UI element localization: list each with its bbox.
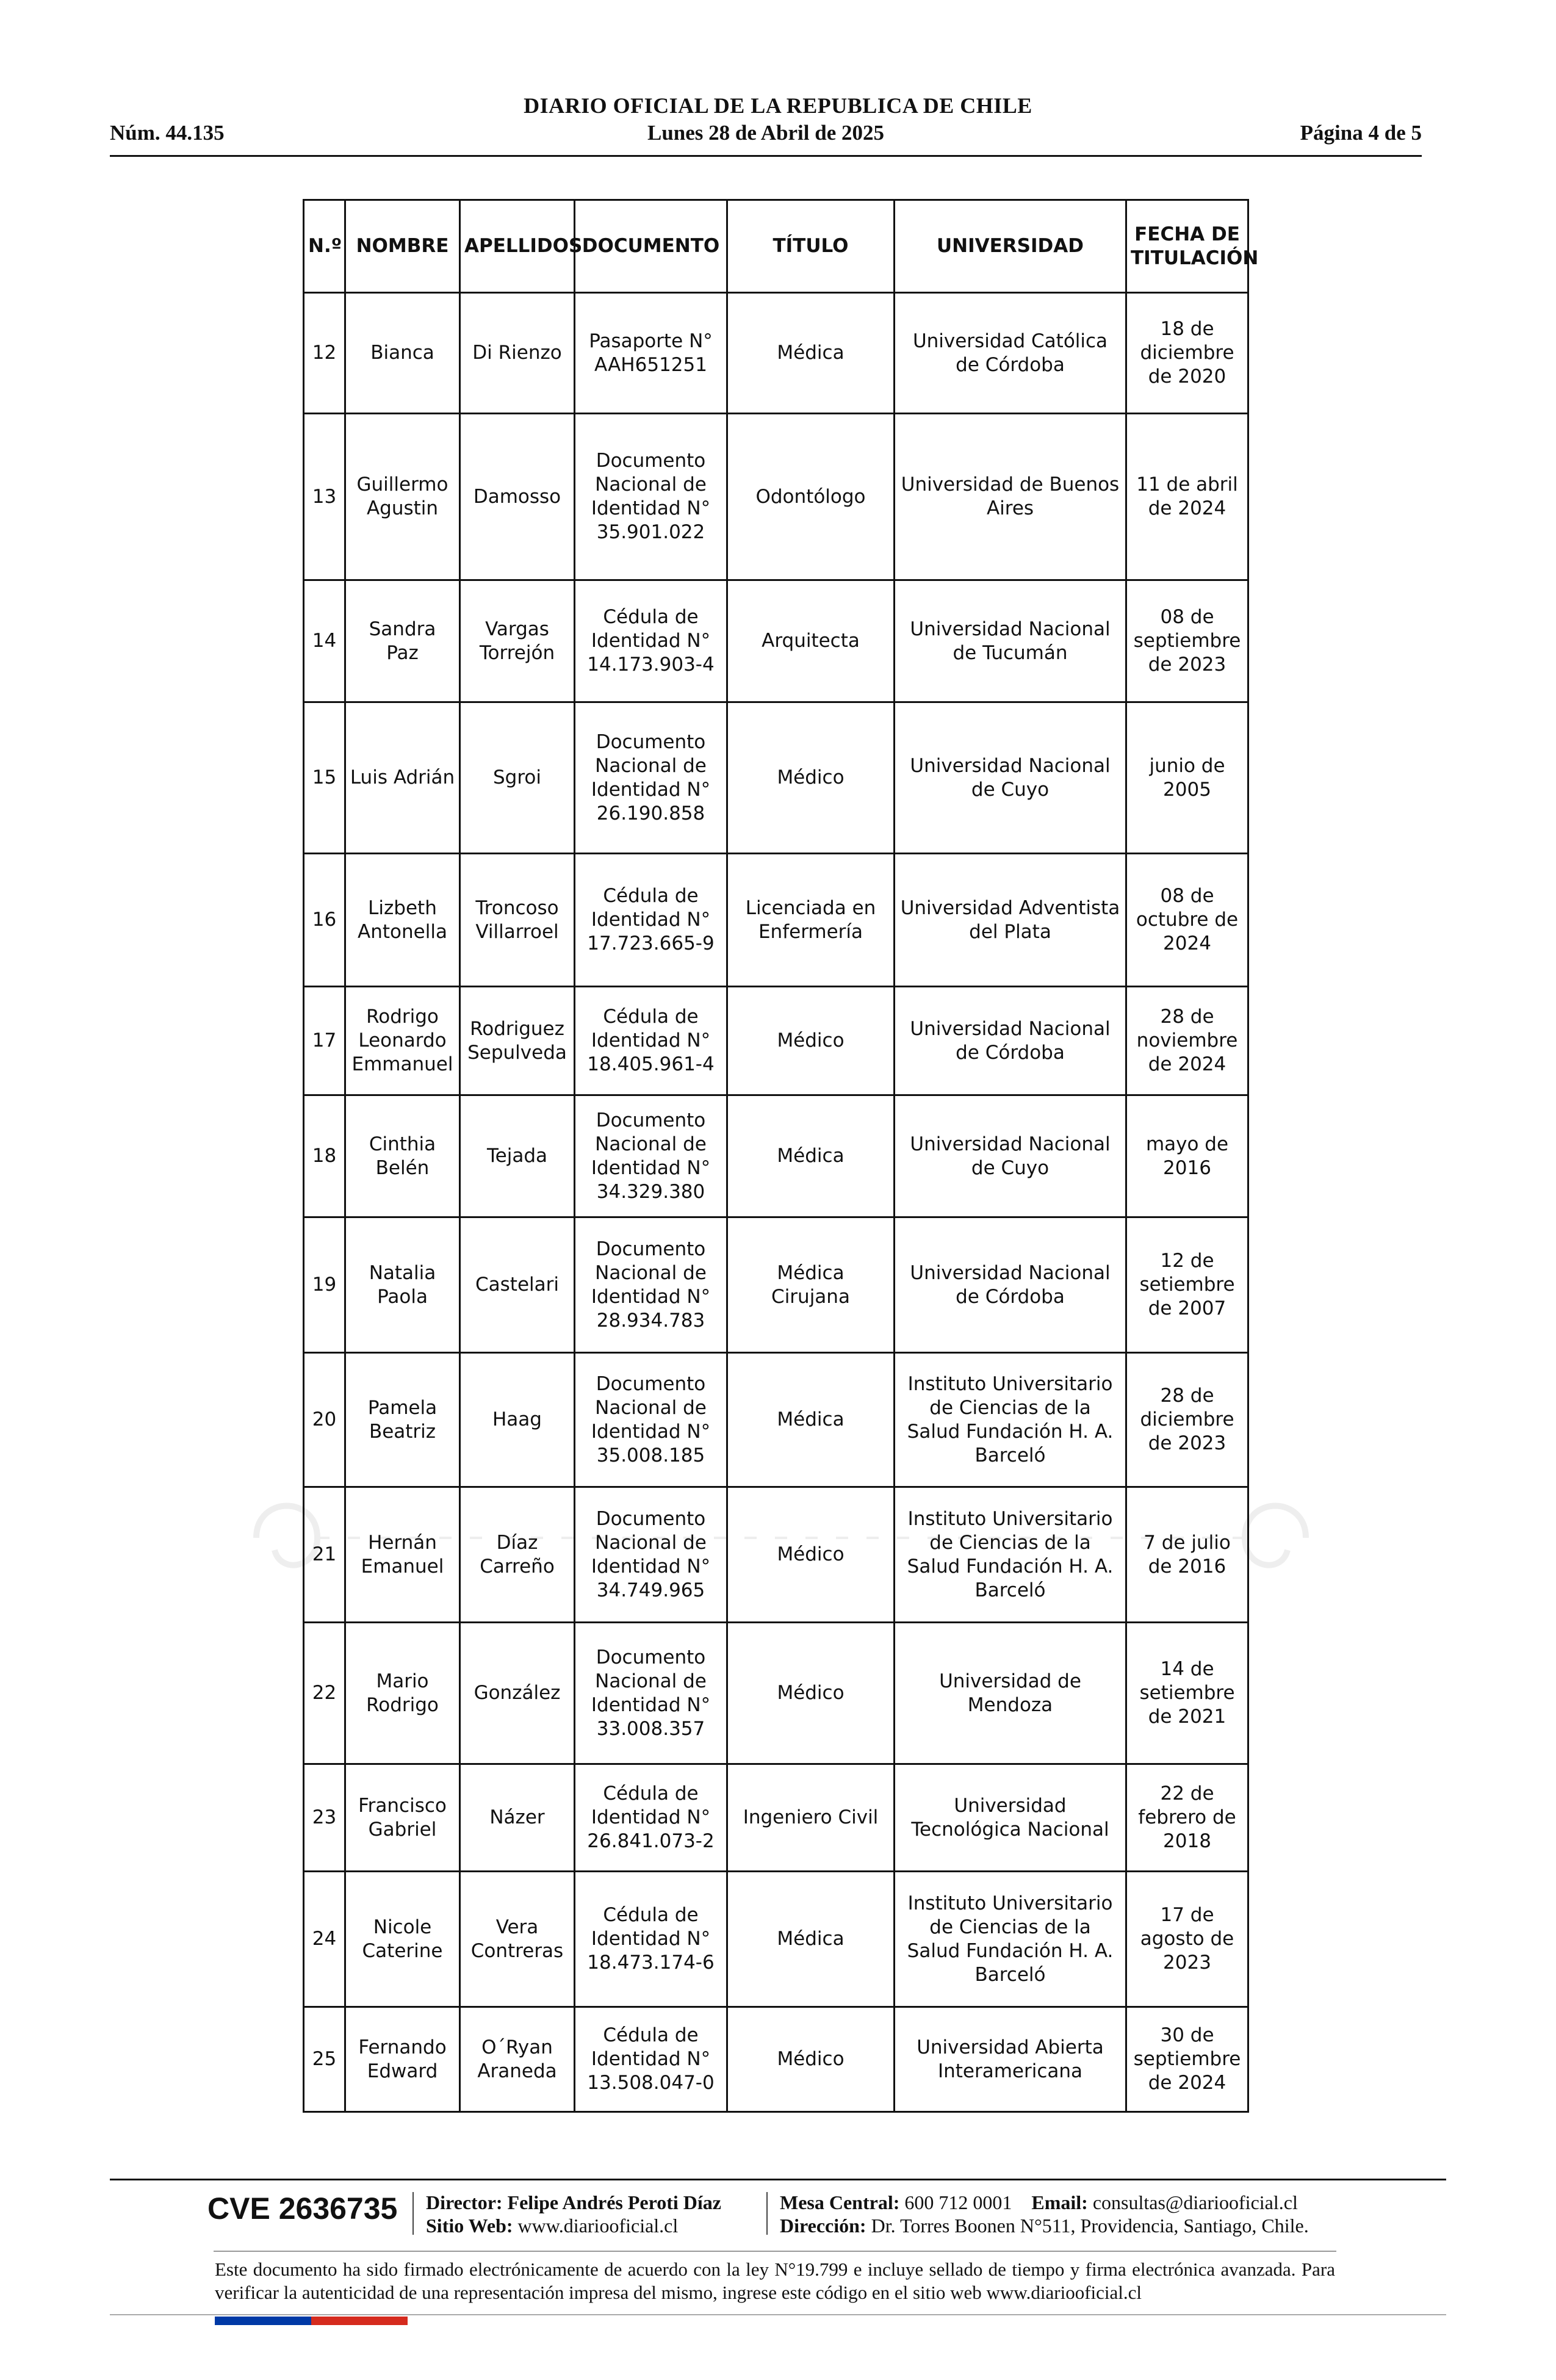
degree-title-cell: Médico — [727, 1623, 895, 1764]
surname-cell: Damosso — [460, 414, 575, 580]
row-number-cell: 16 — [304, 854, 345, 987]
given-name-cell: Mario Rodrigo — [345, 1623, 460, 1764]
table-row — [304, 702, 1248, 854]
footer-inner-divider — [214, 2251, 1336, 2252]
surname-cell: Di Rienzo — [460, 293, 575, 414]
col-document-header: DOCUMENTO — [575, 200, 727, 293]
university-cell: Universidad Abierta Interamericana — [895, 2007, 1126, 2112]
degree-title-cell: Médica — [727, 1872, 895, 2007]
email-link[interactable]: consultas@diariooficial.cl — [1092, 2191, 1298, 2213]
surname-cell: Vargas Torrejón — [460, 580, 575, 702]
given-name-cell: Bianca — [345, 293, 460, 414]
degree-title-cell: Ingeniero Civil — [727, 1764, 895, 1872]
web-label: Sitio Web: — [426, 2215, 513, 2237]
table-row — [304, 1353, 1248, 1487]
degree-title-cell: Médica — [727, 1095, 895, 1217]
director-label: Director: — [426, 2191, 503, 2213]
footer-director-block — [426, 2191, 721, 2237]
document-cell: Cédula de Identidad N° 18.405.961-4 — [575, 987, 727, 1095]
graduation-date-cell: 7 de julio de 2016 — [1126, 1487, 1248, 1623]
university-cell: Instituto Universitario de Ciencias de la Salud Fundación H. A. Barceló — [895, 1353, 1126, 1487]
surname-cell: Rodriguez Sepulveda — [460, 987, 575, 1095]
table-row — [304, 854, 1248, 987]
degree-title-cell: Médico — [727, 987, 895, 1095]
degree-title-cell: Médico — [727, 2007, 895, 2112]
graduation-date-cell: 17 de agosto de 2023 — [1126, 1872, 1248, 2007]
graduation-date-cell: junio de 2005 — [1126, 702, 1248, 854]
graduation-date-cell: 28 de diciembre de 2023 — [1126, 1353, 1248, 1487]
row-number-cell: 15 — [304, 702, 345, 854]
row-number-cell: 17 — [304, 987, 345, 1095]
given-name-cell: Guillermo Agustin — [345, 414, 460, 580]
university-cell: Universidad de Mendoza — [895, 1623, 1126, 1764]
row-number-cell: 21 — [304, 1487, 345, 1623]
address-text: Dr. Torres Boonen N°511, Providencia, Santiago, Chile. — [871, 2215, 1309, 2237]
row-number-cell: 19 — [304, 1217, 345, 1353]
surname-cell: Haag — [460, 1353, 575, 1487]
table-header-row — [304, 200, 1248, 293]
given-name-cell: Nicole Caterine — [345, 1872, 460, 2007]
row-number-cell: 25 — [304, 2007, 345, 2112]
col-title-header: TÍTULO — [727, 200, 895, 293]
table-row — [304, 987, 1248, 1095]
given-name-cell: Hernán Emanuel — [345, 1487, 460, 1623]
footer-contact-block — [780, 2191, 1309, 2237]
table-row — [304, 1872, 1248, 2007]
graduation-date-cell: mayo de 2016 — [1126, 1095, 1248, 1217]
document-cell: Documento Nacional de Identidad N° 34.749.965 — [575, 1487, 727, 1623]
surname-cell: Díaz Carreño — [460, 1487, 575, 1623]
university-cell: Universidad Católica de Córdoba — [895, 293, 1126, 414]
graduation-date-cell: 14 de setiembre de 2021 — [1126, 1623, 1248, 1764]
surname-cell: O´Ryan Araneda — [460, 2007, 575, 2112]
header-divider — [110, 155, 1422, 157]
document-cell: Cédula de Identidad N° 18.473.174-6 — [575, 1872, 727, 2007]
document-cell: Documento Nacional de Identidad N° 26.190.858 — [575, 702, 727, 854]
given-name-cell: Rodrigo Leonardo Emmanuel — [345, 987, 460, 1095]
header-row — [110, 121, 1422, 149]
university-cell: Instituto Universitario de Ciencias de la Salud Fundación H. A. Barceló — [895, 1872, 1126, 2007]
given-name-cell: Cinthia Belén — [345, 1095, 460, 1217]
given-name-cell: Lizbeth Antonella — [345, 854, 460, 987]
document-cell: Documento Nacional de Identidad N° 35.008.185 — [575, 1353, 727, 1487]
graduation-date-cell: 11 de abril de 2024 — [1126, 414, 1248, 580]
given-name-cell: Fernando Edward — [345, 2007, 460, 2112]
director-name: Felipe Andrés Peroti Díaz — [507, 2191, 721, 2213]
degree-title-cell: Licenciada en Enfermería — [727, 854, 895, 987]
table-row — [304, 1764, 1248, 1872]
graduation-date-cell: 08 de octubre de 2024 — [1126, 854, 1248, 987]
row-number-cell: 24 — [304, 1872, 345, 2007]
document-cell: Cédula de Identidad N° 17.723.665-9 — [575, 854, 727, 987]
university-cell: Universidad de Buenos Aires — [895, 414, 1126, 580]
table-row — [304, 2007, 1248, 2112]
table-row — [304, 580, 1248, 702]
website-link[interactable]: www.diariooficial.cl — [517, 2215, 679, 2237]
table-row — [304, 293, 1248, 414]
graduation-date-cell: 28 de noviembre de 2024 — [1126, 987, 1248, 1095]
surname-cell: Sgroi — [460, 702, 575, 854]
table-row — [304, 414, 1248, 580]
surname-cell: Názer — [460, 1764, 575, 1872]
flag-stripe-red — [311, 2317, 408, 2325]
table-row — [304, 1487, 1248, 1623]
given-name-cell: Luis Adrián — [345, 702, 460, 854]
university-cell: Universidad Nacional de Cuyo — [895, 702, 1126, 854]
col-name-header: NOMBRE — [345, 200, 460, 293]
email-label: Email: — [1031, 2191, 1088, 2213]
degree-title-cell: Odontólogo — [727, 414, 895, 580]
document-cell: Documento Nacional de Identidad N° 35.901.022 — [575, 414, 727, 580]
university-cell: Universidad Nacional de Córdoba — [895, 987, 1126, 1095]
row-number-cell: 14 — [304, 580, 345, 702]
graduation-date-cell: 18 de diciembre de 2020 — [1126, 293, 1248, 414]
graduation-date-cell: 08 de septiembre de 2023 — [1126, 580, 1248, 702]
document-cell: Pasaporte N° AAH651251 — [575, 293, 727, 414]
given-name-cell: Sandra Paz — [345, 580, 460, 702]
row-number-cell: 12 — [304, 293, 345, 414]
graduates-table — [303, 199, 1259, 2113]
phone-number: 600 712 0001 — [904, 2191, 1012, 2213]
issue-date: Lunes 28 de Abril de 2025 — [647, 121, 884, 145]
degree-title-cell: Médica Cirujana — [727, 1217, 895, 1353]
surname-cell: Tejada — [460, 1095, 575, 1217]
footer-bottom-divider — [110, 2314, 1446, 2315]
university-cell: Universidad Tecnológica Nacional — [895, 1764, 1126, 1872]
university-cell: Universidad Nacional de Córdoba — [895, 1217, 1126, 1353]
given-name-cell: Francisco Gabriel — [345, 1764, 460, 1872]
surname-cell: Troncoso Villarroel — [460, 854, 575, 987]
degree-title-cell: Médico — [727, 702, 895, 854]
university-cell: Instituto Universitario de Ciencias de la Salud Fundación H. A. Barceló — [895, 1487, 1126, 1623]
col-number-header: N.º — [304, 200, 345, 293]
phone-label: Mesa Central: — [780, 2191, 900, 2213]
table-row — [304, 1095, 1248, 1217]
document-cell: Documento Nacional de Identidad N° 34.329.380 — [575, 1095, 727, 1217]
col-university-header: UNIVERSIDAD — [895, 200, 1126, 293]
row-number-cell: 20 — [304, 1353, 345, 1487]
surname-cell: González — [460, 1623, 575, 1764]
given-name-cell: Natalia Paola — [345, 1217, 460, 1353]
document-cell: Cédula de Identidad N° 14.173.903-4 — [575, 580, 727, 702]
flag-stripe-blue — [215, 2317, 311, 2325]
address-label: Dirección: — [780, 2215, 866, 2237]
col-graduation-date-header: FECHA DE TITULACIÓN — [1126, 200, 1248, 293]
degree-title-cell: Médico — [727, 1487, 895, 1623]
document-cell: Documento Nacional de Identidad N° 28.934.783 — [575, 1217, 727, 1353]
university-cell: Universidad Nacional de Cuyo — [895, 1095, 1126, 1217]
graduation-date-cell: 30 de septiembre de 2024 — [1126, 2007, 1248, 2112]
degree-title-cell: Arquitecta — [727, 580, 895, 702]
row-number-cell: 22 — [304, 1623, 345, 1764]
university-cell: Universidad Adventista del Plata — [895, 854, 1126, 987]
given-name-cell: Pamela Beatriz — [345, 1353, 460, 1487]
col-surname-header: APELLIDOS — [460, 200, 575, 293]
document-cell: Documento Nacional de Identidad N° 33.008.357 — [575, 1623, 727, 1764]
graduation-date-cell: 12 de setiembre de 2007 — [1126, 1217, 1248, 1353]
cve-code: CVE 2636735 — [207, 2191, 398, 2226]
graduation-date-cell: 22 de febrero de 2018 — [1126, 1764, 1248, 1872]
document-cell: Cédula de Identidad N° 13.508.047-0 — [575, 2007, 727, 2112]
table-row — [304, 1623, 1248, 1764]
degree-title-cell: Médica — [727, 293, 895, 414]
footer-divider — [110, 2179, 1446, 2180]
university-cell: Universidad Nacional de Tucumán — [895, 580, 1126, 702]
row-number-cell: 13 — [304, 414, 345, 580]
legal-notice: Este documento ha sido firmado electrónicamente de acuerdo con la ley N°19.799 e incluye sellado de tiempo y firma electrónica avanzada. Para verificar la autenticidad de una representación impresa del mismo, ingrese este código en el sitio web www.diariooficial.cl — [215, 2259, 1335, 2303]
page-number: Página 4 de 5 — [1300, 121, 1422, 145]
row-number-cell: 18 — [304, 1095, 345, 1217]
gazette-title: DIARIO OFICIAL DE LA REPUBLICA DE CHILE — [524, 93, 1032, 118]
footer-separator — [412, 2192, 414, 2235]
degree-title-cell: Médica — [727, 1353, 895, 1487]
row-number-cell: 23 — [304, 1764, 345, 1872]
surname-cell: Vera Contreras — [460, 1872, 575, 2007]
document-cell: Cédula de Identidad N° 26.841.073-2 — [575, 1764, 727, 1872]
issue-number: Núm. 44.135 — [110, 121, 225, 145]
footer-separator — [766, 2192, 768, 2235]
surname-cell: Castelari — [460, 1217, 575, 1353]
table-row — [304, 1217, 1248, 1353]
